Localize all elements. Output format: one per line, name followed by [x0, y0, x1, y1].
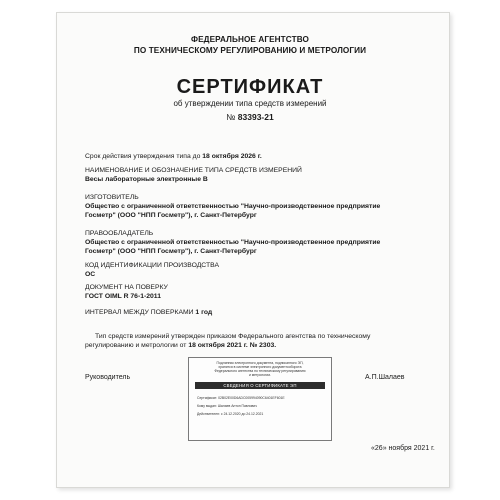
- agency-name-line2: ПО ТЕХНИЧЕСКОМУ РЕГУЛИРОВАНИЮ И МЕТРОЛОГИИ: [133, 46, 367, 55]
- signatory-name: А.П.Шалаев: [365, 374, 405, 381]
- validity-date: 18 октября 2026 г.: [202, 153, 262, 160]
- type-name-label: НАИМЕНОВАНИЕ И ОБОЗНАЧЕНИЕ ТИПА СРЕДСТВ ИЗМЕРЕНИЙ: [85, 167, 302, 174]
- certificate-number: [0, 112, 500, 122]
- number-value: 83393-21: [237, 112, 274, 122]
- validity-label: Срок действия утверждения типа до: [85, 153, 201, 160]
- certificate-subtitle: об утверждении типа средств измерений: [173, 99, 327, 108]
- approval-line1: Тип средств измерений утвержден приказом Федерального агентства по техническому: [95, 333, 371, 340]
- stamp-header-bar: СВЕДЕНИЯ О СЕРТИФИКАТЕ ЭП: [195, 382, 325, 389]
- stamp-text-line3: Федерального агентства по техническому регулированию: [214, 369, 306, 373]
- stamp-owner: Кому выдан: Шалаев Антон Павлович: [197, 404, 257, 408]
- type-name-value: Весы лабораторные электронные В: [85, 176, 208, 183]
- issue-date-rest: » ноября 2021 г.: [382, 445, 435, 452]
- rights-holder-line1: Общество с ограниченной ответственностью "Научно-производственное предприятие: [85, 239, 381, 246]
- issue-date-open: «: [371, 445, 375, 452]
- electronic-signature-stamp: [188, 357, 332, 441]
- verification-doc-label: ДОКУМЕНТ НА ПОВЕРКУ: [85, 284, 168, 291]
- manufacturer-line1: Общество с ограниченной ответственностью "Научно-производственное предприятие: [85, 203, 381, 210]
- stamp-text-line2: хранится в системе электронного документооборота: [218, 365, 302, 369]
- production-code-value: ОС: [85, 271, 96, 278]
- agency-name-line1: ФЕДЕРАЛЬНОЕ АГЕНТСТВО: [191, 35, 309, 44]
- stamp-cert-serial: Сертификат: 02B02E00D6ADC005994090C6401EF601E: [197, 396, 285, 400]
- validity-line: [85, 153, 262, 162]
- certificate-title: СЕРТИФИКАТ: [176, 76, 324, 98]
- manufacturer-line2: Госметр" (ООО "НПП Госметр"), г. Санкт-Петербург: [85, 212, 257, 219]
- interval-label: ИНТЕРВАЛ МЕЖДУ ПОВЕРКАМИ: [85, 309, 194, 316]
- production-code-label: КОД ИДЕНТИФИКАЦИИ ПРОИЗВОДСТВА: [85, 262, 219, 269]
- verification-doc-value: ГОСТ OIML R 76-1-2011: [85, 293, 161, 300]
- manufacturer-label: ИЗГОТОВИТЕЛЬ: [85, 194, 139, 201]
- approval-no: №: [249, 342, 258, 349]
- approval-number: 2303.: [259, 342, 277, 349]
- rights-holder-line2: Госметр" (ООО "НПП Госметр"), г. Санкт-Петербург: [85, 248, 257, 255]
- interval-line: [85, 309, 212, 318]
- rights-holder-label: ПРАВООБЛАДАТЕЛЬ: [85, 230, 154, 237]
- signatory-role: Руководитель: [85, 374, 131, 381]
- stamp-text-line4: и метрологии.: [248, 373, 272, 377]
- approval-line2: [85, 342, 276, 351]
- stamp-validity: Действителен: с 24.12.2020 до 24.12.2021: [197, 412, 264, 416]
- stamp-text-line1: Подлинник электронного документа, подписанного ЭП,: [216, 361, 304, 365]
- approval-date: 18 октября 2021 г.: [188, 342, 248, 349]
- issue-date: [371, 445, 435, 454]
- issue-date-day: 26: [374, 445, 383, 452]
- approval-start: регулированию и метрологии от: [85, 342, 187, 349]
- number-prefix: №: [226, 112, 236, 122]
- interval-value: 1 год: [195, 309, 213, 316]
